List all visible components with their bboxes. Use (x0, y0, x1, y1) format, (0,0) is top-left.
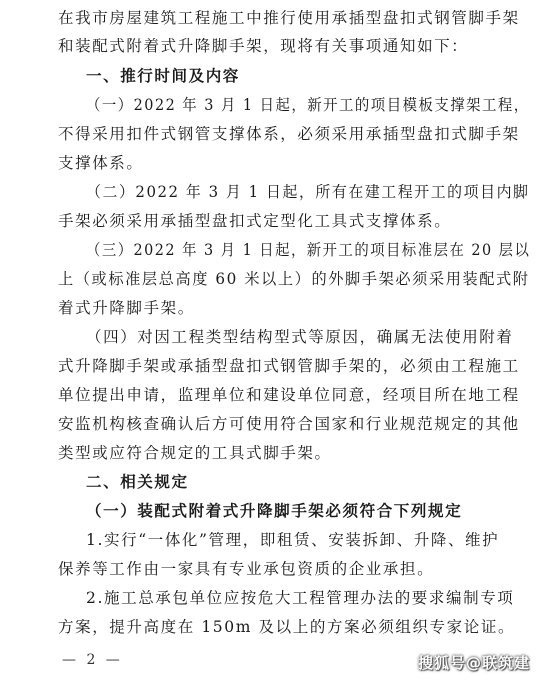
item-4-line-4: 安监机构核查确认后方可使用符合国家和行业规范规定的其他 (58, 415, 520, 433)
item-4-line-5: 类型或应符合规定的工具式脚手架。 (58, 444, 332, 462)
item-1-line-1: （一）2022 年 3 月 1 日起，新开工的项目模板支撑架工程， (86, 96, 530, 114)
item-4-line-3: 单位提出申请，监理单位和建设单位同意，经项目所在地工程 (58, 386, 520, 404)
intro-line-1: 在我市房屋建筑工程施工中推行使用承插型盘扣式钢管脚手架 (58, 9, 520, 27)
item-4-line-2: 式升降脚手架或承插型盘扣式钢管脚手架的，必须由工程施工 (58, 357, 520, 375)
item-2-line-2: 手架必须采用承插型盘扣式定型化工具式支撑体系。 (58, 212, 452, 230)
item-3-line-3: 着式升降脚手架。 (58, 299, 195, 317)
rule-1-line-2: 保养等工作由一家具有专业承包资质的企业承担。 (58, 560, 435, 578)
rule-2-line-2: 方案，提升高度在 150m 及以上的方案必须组织专家论证。 (58, 618, 516, 636)
item-1-line-2: 不得采用扣件式钢管支撑体系，必须采用承插型盘扣式脚手架 (58, 125, 520, 143)
rule-1-line-1: 1.实行“一体化”管理，即租赁、安装拆卸、升降、维护 (86, 531, 500, 549)
section-heading-2: 二、相关规定 (86, 472, 189, 491)
source-watermark: 搜狐号@联筑建 (417, 654, 530, 672)
item-3-line-2: 上（或标准层总高度 60 米以上）的外脚手架必须采用装配式附 (58, 270, 530, 288)
item-4-line-1: （四）对因工程类型结构型式等原因，确属无法使用附着 (86, 328, 514, 346)
item-2-line-1: （二）2022 年 3 月 1 日起，所有在建工程开工的项目内脚 (86, 183, 530, 201)
section-heading-1: 一、推行时间及内容 (86, 66, 240, 85)
page-number: — 2 — (62, 652, 123, 668)
item-1-line-3: 支撑体系。 (58, 154, 144, 172)
subsection-heading-1: （一）装配式附着式升降脚手架必须符合下列规定 (86, 501, 463, 520)
rule-2-line-1: 2.施工总承包单位应按危大工程管理办法的要求编制专项 (86, 589, 515, 607)
item-3-line-1: （三）2022 年 3 月 1 日起，新开工的项目标准层在 20 层以 (86, 241, 531, 259)
intro-line-2: 和装配式附着式升降脚手架，现将有关事项通知如下： (58, 37, 469, 55)
